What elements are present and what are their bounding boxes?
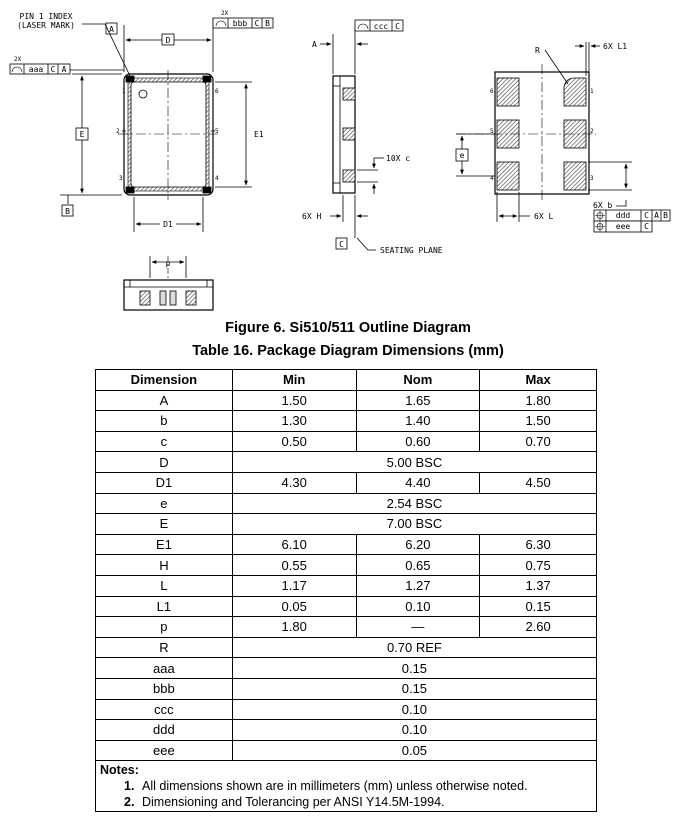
seating-plane-label: SEATING PLANE xyxy=(380,246,443,255)
table-row xyxy=(96,678,597,699)
cell-min: 6.10 xyxy=(232,534,356,555)
dim-d1-label: D1 xyxy=(163,220,173,229)
bottom-pin-6-label: 6 xyxy=(490,88,494,95)
cell-nom: — xyxy=(356,617,480,638)
notes-row xyxy=(96,761,597,812)
bottom-pin-3-label: 3 xyxy=(590,175,594,182)
header-nom: Nom xyxy=(356,370,480,391)
figure-title: Figure 6. Si510/511 Outline Diagram xyxy=(225,320,471,336)
cell-min: 4.30 xyxy=(232,472,356,493)
cell-min: 1.50 xyxy=(232,390,356,411)
dim-l-label: 6X L xyxy=(534,212,554,221)
table-row xyxy=(96,699,597,720)
aaa-datum-c: C xyxy=(50,65,56,74)
top-view xyxy=(10,18,273,232)
cell-dimension: p xyxy=(96,617,233,638)
bbb-datum-c: C xyxy=(254,19,260,28)
table-row xyxy=(96,493,597,514)
two-x-top: 2X xyxy=(221,10,229,17)
bbb-datum-b: B xyxy=(265,19,270,28)
table-row xyxy=(96,720,597,741)
cell-nom: 0.10 xyxy=(356,596,480,617)
cell-dimension: e xyxy=(96,493,233,514)
cell-min: 1.80 xyxy=(232,617,356,638)
cell-nom: 4.40 xyxy=(356,472,480,493)
table-row xyxy=(96,534,597,555)
dim-e-pitch-label: e xyxy=(459,151,465,160)
ccc-datum-c: C xyxy=(395,22,400,31)
cell-dimension: eee xyxy=(96,740,233,761)
cell-value: 0.70 REF xyxy=(232,637,596,658)
cell-max: 6.30 xyxy=(480,534,597,555)
pin1-label: PIN 1 INDEX xyxy=(19,12,73,21)
bbb-label: bbb xyxy=(232,19,248,28)
dim-e-label: E xyxy=(79,130,85,139)
cell-dimension: L1 xyxy=(96,596,233,617)
outline-diagram xyxy=(0,0,696,315)
note-item xyxy=(100,779,596,793)
bottom-pin-4-label: 4 xyxy=(490,175,494,182)
table-row xyxy=(96,637,597,658)
bottom-view xyxy=(456,42,670,232)
cell-max: 0.15 xyxy=(480,596,597,617)
ddd-datum-b: B xyxy=(663,211,668,220)
table-body xyxy=(96,390,597,761)
ccc-label: ccc xyxy=(373,22,389,31)
cell-dimension: R xyxy=(96,637,233,658)
aaa-label: aaa xyxy=(28,65,44,74)
dim-c-label: 10X c xyxy=(386,154,411,163)
cell-dimension: A xyxy=(96,390,233,411)
cell-dimension: b xyxy=(96,411,233,432)
cell-value: 0.10 xyxy=(232,720,596,741)
table-title: Table 16. Package Diagram Dimensions (mm) xyxy=(192,343,504,359)
cell-dimension: ddd xyxy=(96,720,233,741)
dim-a-label: A xyxy=(312,40,317,49)
cell-value: 0.15 xyxy=(232,658,596,679)
dim-r-label: R xyxy=(535,46,540,55)
bottom-pin-2-label: 2 xyxy=(590,128,594,135)
ddd-label: ddd xyxy=(615,211,631,220)
note-number: 2. xyxy=(124,795,135,810)
table-row xyxy=(96,514,597,535)
cell-max: 2.60 xyxy=(480,617,597,638)
cell-max: 0.75 xyxy=(480,555,597,576)
ddd-datum-c: C xyxy=(644,211,649,220)
cell-dimension: bbb xyxy=(96,678,233,699)
cell-min: 1.30 xyxy=(232,411,356,432)
cell-dimension: H xyxy=(96,555,233,576)
cell-min: 1.17 xyxy=(232,575,356,596)
side-view xyxy=(320,20,403,250)
header-dimension: Dimension xyxy=(96,370,233,391)
pin-1-label: 1 xyxy=(122,88,126,95)
table-row xyxy=(96,658,597,679)
dim-p-label: p xyxy=(165,259,171,268)
cell-dimension: D xyxy=(96,452,233,473)
two-x-left: 2X xyxy=(14,56,22,63)
cell-dimension: E1 xyxy=(96,534,233,555)
cell-max: 1.50 xyxy=(480,411,597,432)
cell-max: 0.70 xyxy=(480,431,597,452)
dim-h-label: 6X H xyxy=(302,212,322,221)
cell-value: 7.00 BSC xyxy=(232,514,596,535)
table-row xyxy=(96,472,597,493)
dim-b-label: 6X b xyxy=(593,201,613,210)
cell-max: 4.50 xyxy=(480,472,597,493)
cell-dimension: D1 xyxy=(96,472,233,493)
bottom-pin-1-label: 1 xyxy=(590,88,594,95)
cell-value: 5.00 BSC xyxy=(232,452,596,473)
table-row xyxy=(96,596,597,617)
datum-a-label: A xyxy=(109,25,114,34)
cell-nom: 6.20 xyxy=(356,534,480,555)
cell-max: 1.37 xyxy=(480,575,597,596)
datum-c-label: C xyxy=(339,240,344,249)
note-item xyxy=(100,795,596,809)
notes-cell xyxy=(96,761,597,812)
table-row xyxy=(96,411,597,432)
table-row xyxy=(96,575,597,596)
cell-nom: 0.65 xyxy=(356,555,480,576)
table-row xyxy=(96,740,597,761)
dim-d-label: D xyxy=(165,36,171,45)
bottom-pin-5-label: 5 xyxy=(490,128,494,135)
cell-dimension: L xyxy=(96,575,233,596)
pin-2-label: 2 xyxy=(116,128,120,135)
cell-nom: 0.60 xyxy=(356,431,480,452)
cell-value: 0.05 xyxy=(232,740,596,761)
table-row xyxy=(96,617,597,638)
note-text: All dimensions shown are in millimeters (mm) unless otherwise noted. xyxy=(142,779,528,794)
cell-max: 1.80 xyxy=(480,390,597,411)
table-header-row xyxy=(96,370,597,391)
header-max: Max xyxy=(480,370,597,391)
cell-min: 0.50 xyxy=(232,431,356,452)
pin1-label-sub: (LASER MARK) xyxy=(17,21,75,30)
cell-dimension: c xyxy=(96,431,233,452)
cell-min: 0.55 xyxy=(232,555,356,576)
pin-4-label: 4 xyxy=(215,175,219,182)
cell-dimension: ccc xyxy=(96,699,233,720)
cell-nom: 1.27 xyxy=(356,575,480,596)
cell-nom: 1.65 xyxy=(356,390,480,411)
cell-dimension: E xyxy=(96,514,233,535)
pin-5-label: 5 xyxy=(215,128,219,135)
cell-nom: 1.40 xyxy=(356,411,480,432)
eee-datum-c: C xyxy=(644,222,649,231)
pin-6-label: 6 xyxy=(215,88,219,95)
ddd-datum-a: A xyxy=(654,211,659,220)
table-row xyxy=(96,452,597,473)
note-number: 1. xyxy=(124,779,135,794)
cell-dimension: aaa xyxy=(96,658,233,679)
datum-b-label: B xyxy=(65,207,70,216)
notes-heading: Notes: xyxy=(100,763,139,778)
dim-e1-label: E1 xyxy=(254,130,264,139)
cell-value: 0.10 xyxy=(232,699,596,720)
cell-value: 2.54 BSC xyxy=(232,493,596,514)
table-row xyxy=(96,555,597,576)
eee-label: eee xyxy=(615,222,631,231)
pin-3-label: 3 xyxy=(119,175,123,182)
aaa-datum-a: A xyxy=(61,65,67,74)
table-row xyxy=(96,431,597,452)
note-text: Dimensioning and Tolerancing per ANSI Y14.5M-1994. xyxy=(142,795,445,810)
table-row xyxy=(96,390,597,411)
dim-l1-label: 6X L1 xyxy=(603,42,628,51)
cell-min: 0.05 xyxy=(232,596,356,617)
dimensions-table xyxy=(95,369,597,812)
header-min: Min xyxy=(232,370,356,391)
cell-value: 0.15 xyxy=(232,678,596,699)
